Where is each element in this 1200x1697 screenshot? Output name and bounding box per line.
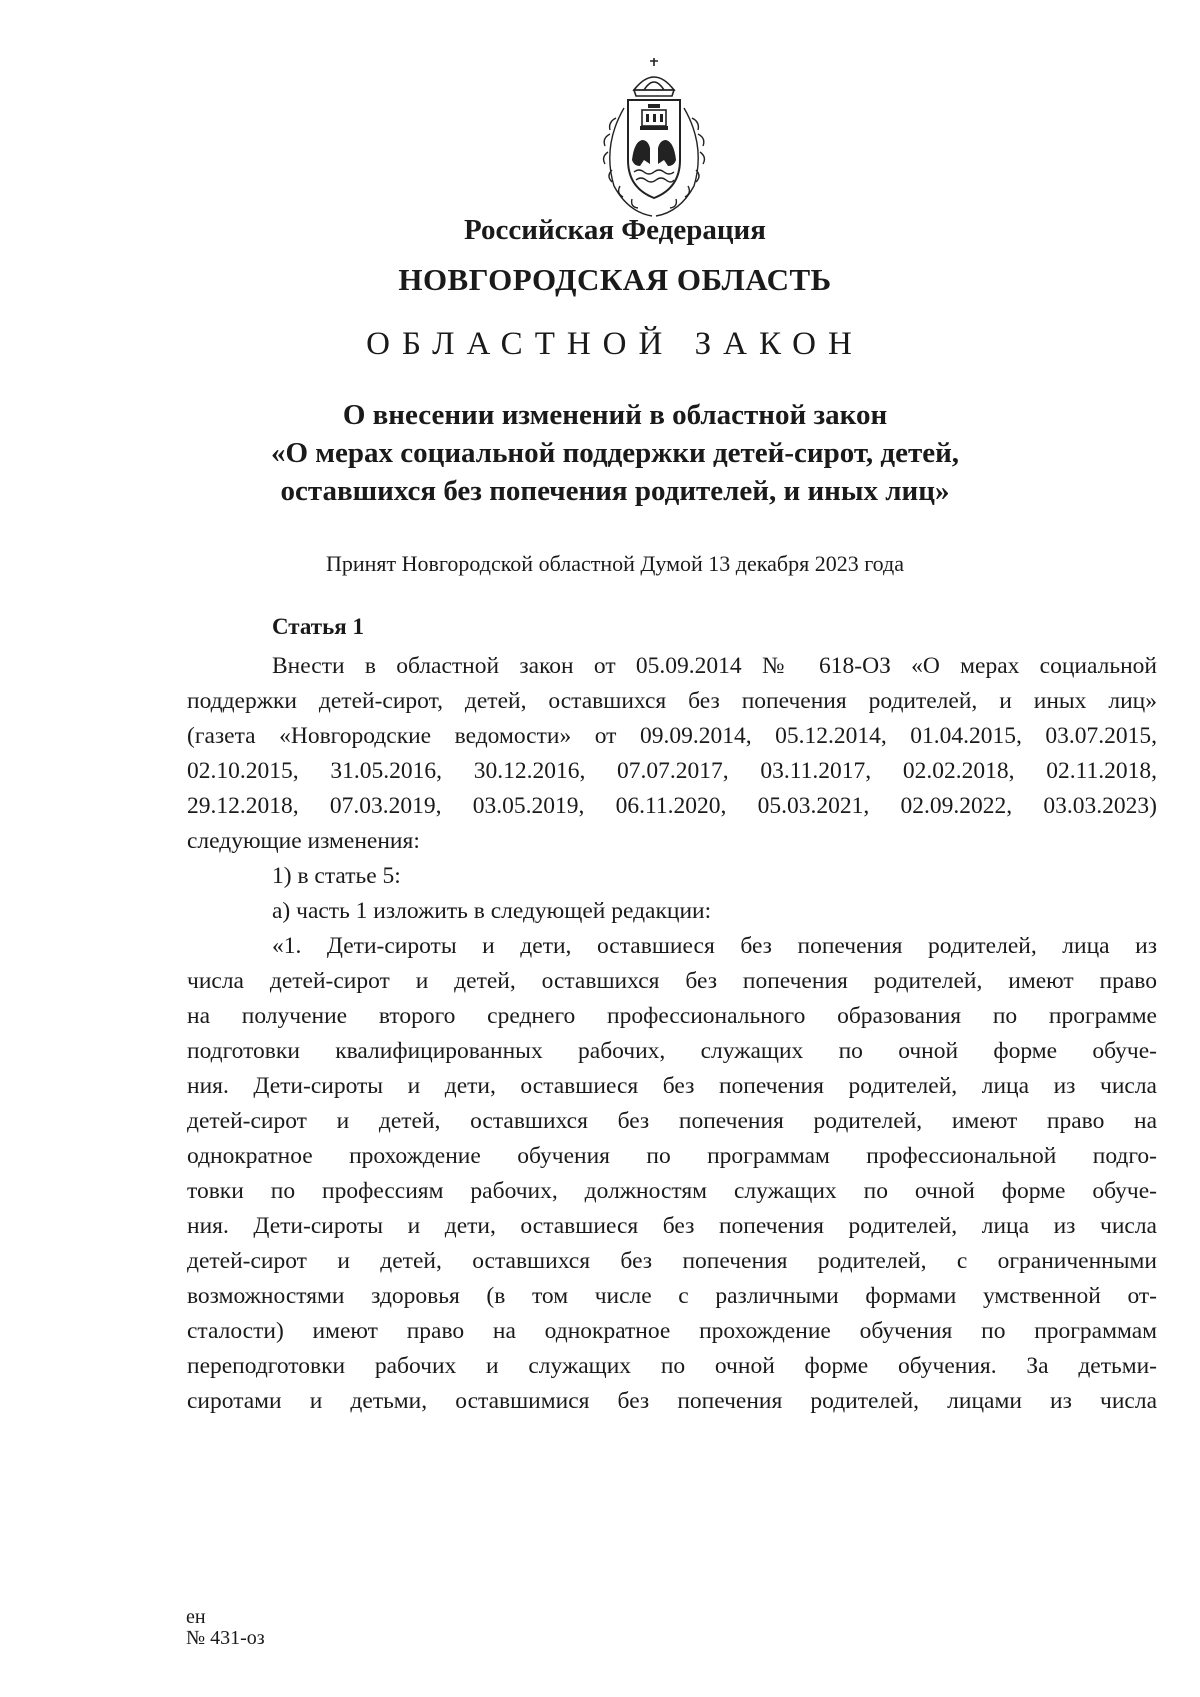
text-line: 29.12.2018, 07.03.2019, 03.05.2019, 06.11.2020, 05.03.2021, 02.09.2022, 03.03.2023)	[187, 793, 1157, 819]
article-heading: Статья 1	[272, 614, 364, 639]
title-line: «О мерах социальной поддержки детей-сирот, детей,	[270, 437, 960, 469]
text-line: «1. Дети-сироты и дети, оставшиеся без попечения родителей, лица из	[272, 933, 1157, 959]
footer-initials: ен	[186, 1606, 206, 1628]
text-line: на получение второго среднего профессионального образования по программе	[187, 1003, 1157, 1029]
text-line: детей-сирот и детей, оставшихся без попечения родителей, с ограниченными	[187, 1248, 1157, 1274]
text-line: сталости) имеют право на однократное прохождение обучения по программам	[187, 1318, 1157, 1344]
text-line: ния. Дети-сироты и дети, оставшиеся без попечения родителей, лица из числа	[187, 1073, 1157, 1099]
law-title	[0, 396, 1200, 510]
footer-number: № 431-оз	[186, 1627, 265, 1649]
article-body	[187, 649, 1157, 1419]
text-line: числа детей-сирот и детей, оставшихся без попечения родителей, имеют право	[187, 968, 1157, 994]
text-line: ния. Дети-сироты и дети, оставшиеся без попечения родителей, лица из числа	[187, 1213, 1157, 1239]
text-line: товки по профессиям рабочих, должностям служащих по очной форме обуче-	[187, 1178, 1157, 1204]
text-line: Внести в областной закон от 05.09.2014 № 618-ОЗ «О мерах социальной	[272, 653, 1157, 679]
text-line: сиротами и детьми, оставшимися без попечения родителей, лицами из числа	[187, 1388, 1157, 1414]
text-line: а) часть 1 изложить в следующей редакции:	[272, 898, 712, 924]
coat-of-arms-emblem	[594, 56, 714, 226]
region-name: НОВГОРОДСКАЯ ОБЛАСТЬ	[398, 262, 832, 297]
text-line: однократное прохождение обучения по программам профессиональной подго-	[187, 1143, 1157, 1169]
text-line: поддержки детей-сирот, детей, оставшихся без попечения родителей, и иных лиц»	[187, 688, 1157, 714]
text-line: подготовки квалифицированных рабочих, служащих по очной форме обуче-	[187, 1038, 1157, 1064]
document-footer	[186, 1607, 265, 1649]
text-line: переподготовки рабочих и служащих по очной форме обучения. За детьми-	[187, 1353, 1157, 1379]
title-line: оставшихся без попечения родителей, и иных лиц»	[280, 475, 950, 507]
text-line: детей-сирот и детей, оставшихся без попечения родителей, имеют право на	[187, 1108, 1157, 1134]
text-line: 1) в статье 5:	[272, 863, 401, 889]
country-name: Российская Федерация	[464, 214, 766, 246]
text-line: (газета «Новгородские ведомости» от 09.09.2014, 05.12.2014, 01.04.2015, 03.07.2015,	[187, 723, 1157, 749]
text-line: следующие изменения:	[187, 828, 420, 854]
text-line: возможностями здоровья (в том числе с различными формами умственной от-	[187, 1283, 1157, 1309]
adoption-note: Принят Новгородской областной Думой 13 декабря 2023 года	[325, 551, 904, 576]
text-line: 02.10.2015, 31.05.2016, 30.12.2016, 07.07.2017, 03.11.2017, 02.02.2018, 02.11.2018,	[187, 758, 1157, 784]
title-line: О внесении изменений в областной закон	[342, 399, 888, 431]
document-kind: ОБЛАСТНОЙ ЗАКОН	[366, 326, 864, 362]
